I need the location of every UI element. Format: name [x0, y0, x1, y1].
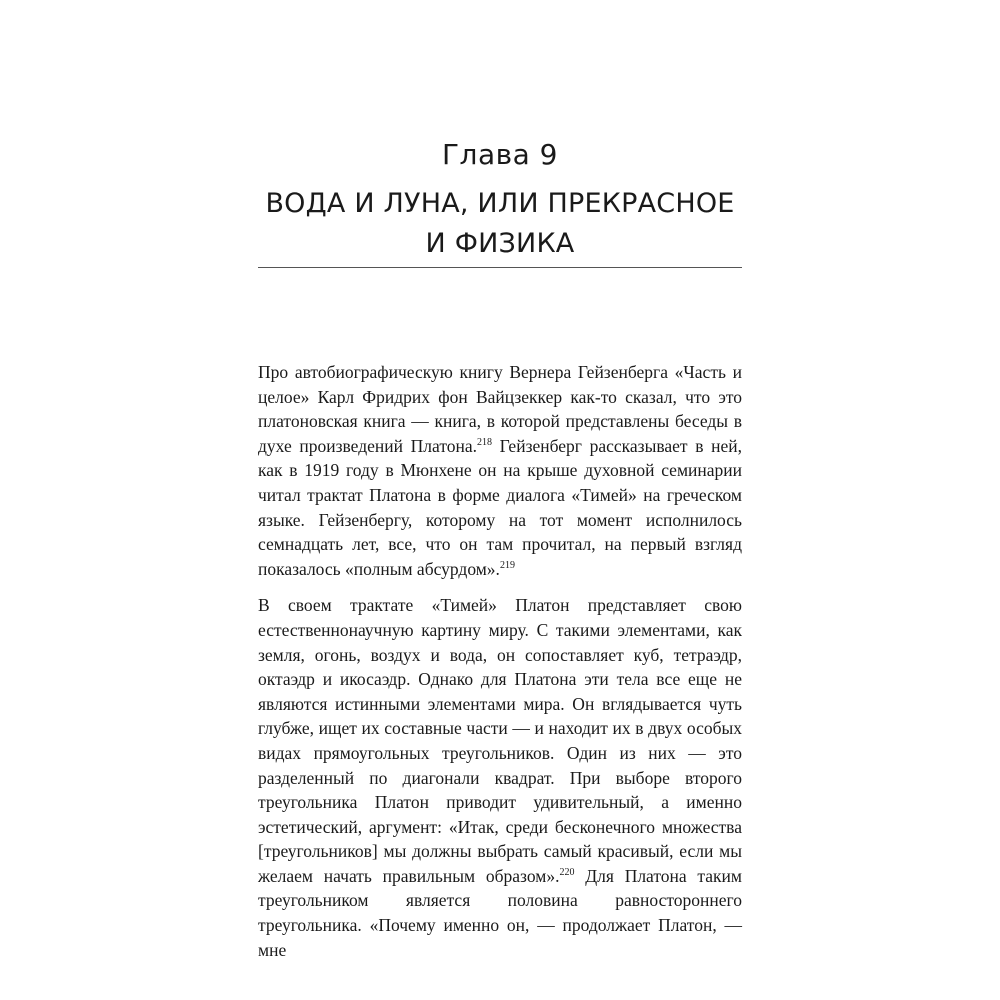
paragraph-text: Гейзенберг рассказывает в ней, как в 1919 году в Мюнхене он на крыше духовной семинарии читал трактат Платона в форме диалога «Тимей» на греческом языке. Гейзенбергу, которому на тот момент исполнилось семнадцать лет, все, что он там прочитал, на первый взгляд показалось «полным абсурдом». [258, 435, 742, 579]
chapter-number: Глава 9 [441, 138, 558, 171]
chapter-title: ВОДА И ЛУНА, ИЛИ ПРЕКРАСНОЕ И ФИЗИКА [265, 188, 735, 259]
header-divider [258, 267, 742, 268]
paragraph-2 [258, 593, 742, 962]
paragraph-text: Для Платона таким треугольником является половина равностороннего треугольника. «Почему именно он, — продолжает Платон, — мне [258, 865, 743, 960]
paragraph-1 [258, 360, 742, 581]
footnote-ref-218: 218 [477, 436, 492, 448]
paragraph-text: Про автобиографическую книгу Вернера Гейзенберга «Часть и целое» Карл Фридрих фон Вайцзеккер как-то сказал, что это платоновская книга — книга, в которой представлены беседы в духе произведений Платона. [258, 362, 742, 456]
paragraph-text: В своем трактате «Тимей» Платон представляет свою естественнонаучную картину миру. С такими элементами, как земля, огонь, воздух и вода, он сопоставляет куб, тетраэдр, октаэдр и икосаэдр. Однако для Платона эти тела все еще не являются истинными элементами мира. Он вглядывается чуть глубже, ищет их составные части — и находит их в двух особых видах прямоугольных треугольников. Один из них — это разделенный по диагонали квадрат. При выборе второго треугольника Платон приводит удивительный, а именно эстетический, аргумент: «Итак, среди бесконечного множества [треугольников] мы должны выбрать самый красивый, если мы желаем начать правильным образом». [258, 595, 742, 886]
footnote-ref-219: 219 [499, 559, 515, 571]
footnote-ref-220: 220 [559, 867, 575, 879]
body-text [258, 360, 742, 974]
chapter-header [258, 132, 742, 264]
